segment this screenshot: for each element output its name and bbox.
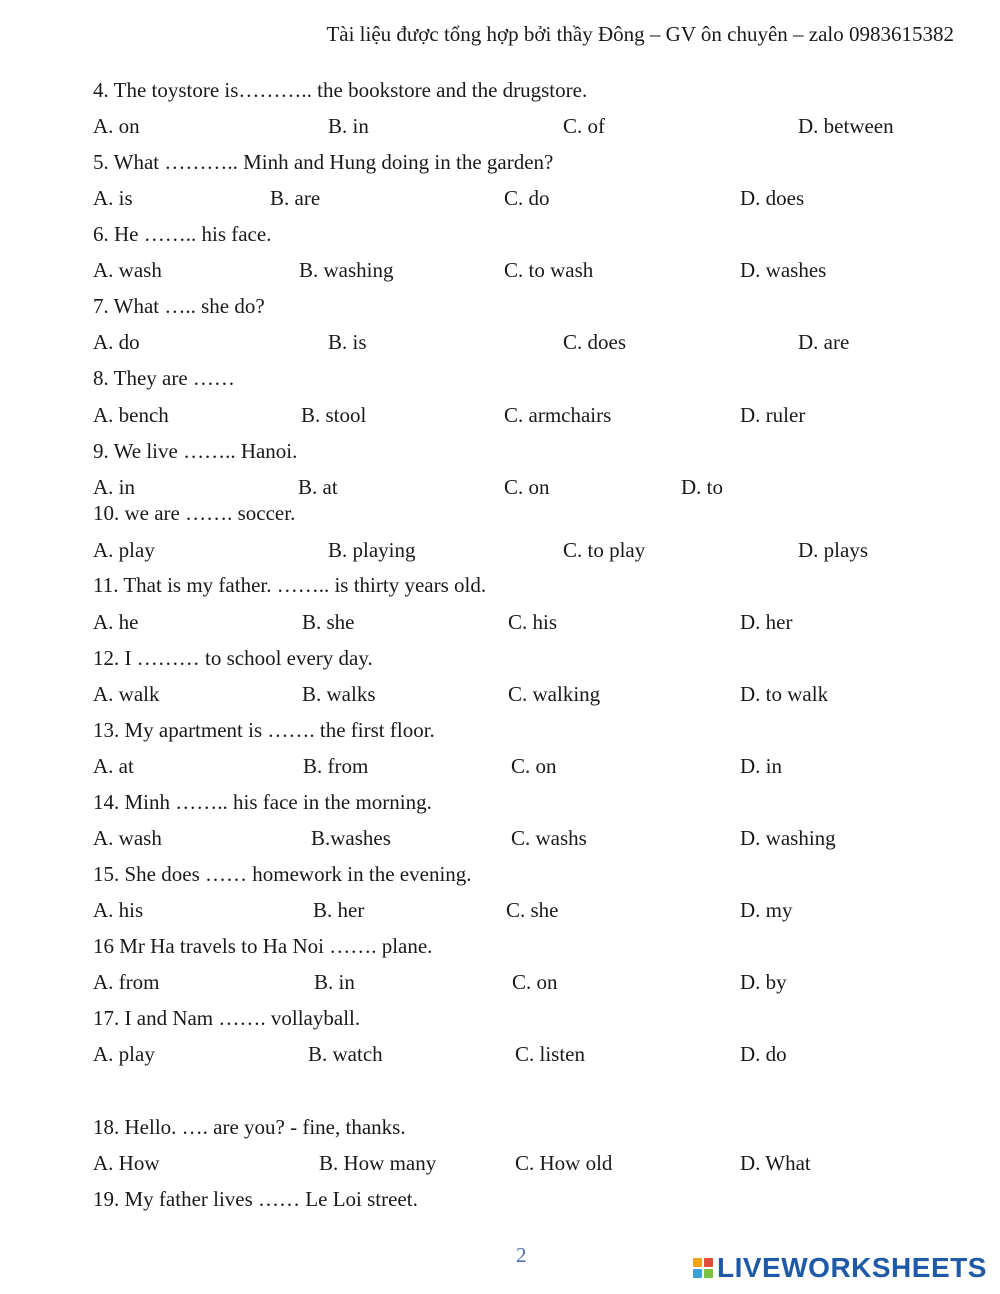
option-d: D. my: [740, 898, 793, 922]
question-text: 18. Hello. …. are you? - fine, thanks.: [93, 1115, 406, 1139]
logo-squares-icon: [693, 1258, 713, 1278]
question-text: 12. I ……… to school every day.: [93, 646, 373, 670]
option-c: C. listen: [515, 1042, 586, 1066]
option-d: D. by: [740, 970, 787, 994]
option-d: D. to walk: [740, 682, 829, 706]
option-d: D. washing: [740, 826, 836, 850]
option-b: B. her: [313, 898, 365, 922]
option-d: D. between: [798, 114, 894, 138]
option-d: D. to: [681, 475, 723, 499]
document-header: Tài liệu được tổng hợp bởi thầy Đông – GV ôn chuyên – zalo 0983615382: [326, 22, 954, 46]
option-a: A. is: [93, 186, 133, 210]
option-d: D. plays: [798, 538, 868, 562]
option-d: D. does: [740, 186, 805, 210]
liveworksheets-logo[interactable]: [693, 1253, 987, 1283]
option-b: B. are: [270, 186, 321, 210]
option-c: C. of: [563, 114, 605, 138]
option-a: A. from: [93, 970, 160, 994]
option-c: C. she: [506, 898, 559, 922]
question-text: 11. That is my father. …….. is thirty years old.: [93, 573, 487, 597]
option-c: C. his: [508, 610, 558, 634]
question-text: 19. My father lives …… Le Loi street.: [93, 1187, 418, 1211]
option-c: C. to wash: [504, 258, 594, 282]
option-b: B. washing: [299, 258, 394, 282]
option-b: B. watch: [308, 1042, 383, 1066]
option-c: C. on: [511, 754, 557, 778]
option-d: D. washes: [740, 258, 827, 282]
option-d: D. in: [740, 754, 782, 778]
option-b: B.washes: [311, 826, 391, 850]
option-a: A. at: [93, 754, 134, 778]
option-a: A. wash: [93, 258, 162, 282]
question-text: 8. They are ……: [93, 366, 235, 390]
option-b: B. is: [328, 330, 367, 354]
option-a: A. wash: [93, 826, 162, 850]
option-c: C. does: [563, 330, 626, 354]
option-a: A. do: [93, 330, 140, 354]
question-text: 13. My apartment is ……. the first floor.: [93, 718, 435, 742]
option-a: A. in: [93, 475, 135, 499]
option-c: C. armchairs: [504, 403, 612, 427]
question-text: 17. I and Nam ……. vollayball.: [93, 1006, 361, 1030]
option-b: B. from: [303, 754, 369, 778]
option-b: B. in: [328, 114, 369, 138]
question-text: 15. She does …… homework in the evening.: [93, 862, 472, 886]
logo-text: LIVEWORKSHEETS: [717, 1252, 987, 1283]
option-d: D. her: [740, 610, 793, 634]
option-a: A. on: [93, 114, 140, 138]
question-text: 16 Mr Ha travels to Ha Noi ……. plane.: [93, 934, 433, 958]
question-text: 7. What ….. she do?: [93, 294, 265, 318]
option-d: D. What: [740, 1151, 811, 1175]
option-c: C. walking: [508, 682, 601, 706]
option-c: C. on: [504, 475, 550, 499]
option-c: C. How old: [515, 1151, 613, 1175]
option-b: B. stool: [301, 403, 367, 427]
option-a: A. How: [93, 1151, 160, 1175]
option-a: A. play: [93, 1042, 155, 1066]
option-a: A. walk: [93, 682, 160, 706]
question-text: 10. we are ……. soccer.: [93, 501, 296, 525]
question-text: 6. He …….. his face.: [93, 222, 272, 246]
option-b: B. she: [302, 610, 355, 634]
question-text: 14. Minh …….. his face in the morning.: [93, 790, 432, 814]
question-text: 4. The toystore is……….. the bookstore and the drugstore.: [93, 78, 588, 102]
option-a: A. his: [93, 898, 144, 922]
option-a: A. he: [93, 610, 139, 634]
option-c: C. do: [504, 186, 550, 210]
page-number: 2: [516, 1243, 527, 1267]
option-d: D. are: [798, 330, 850, 354]
option-c: C. washs: [511, 826, 587, 850]
option-a: A. bench: [93, 403, 169, 427]
question-text: 5. What ……….. Minh and Hung doing in the garden?: [93, 150, 554, 174]
option-b: B. at: [298, 475, 338, 499]
question-text: 9. We live …….. Hanoi.: [93, 439, 298, 463]
option-d: D. do: [740, 1042, 787, 1066]
option-b: B. in: [314, 970, 355, 994]
option-c: C. on: [512, 970, 558, 994]
option-b: B. How many: [319, 1151, 437, 1175]
option-a: A. play: [93, 538, 155, 562]
option-b: B. walks: [302, 682, 376, 706]
option-b: B. playing: [328, 538, 416, 562]
option-c: C. to play: [563, 538, 646, 562]
option-d: D. ruler: [740, 403, 806, 427]
